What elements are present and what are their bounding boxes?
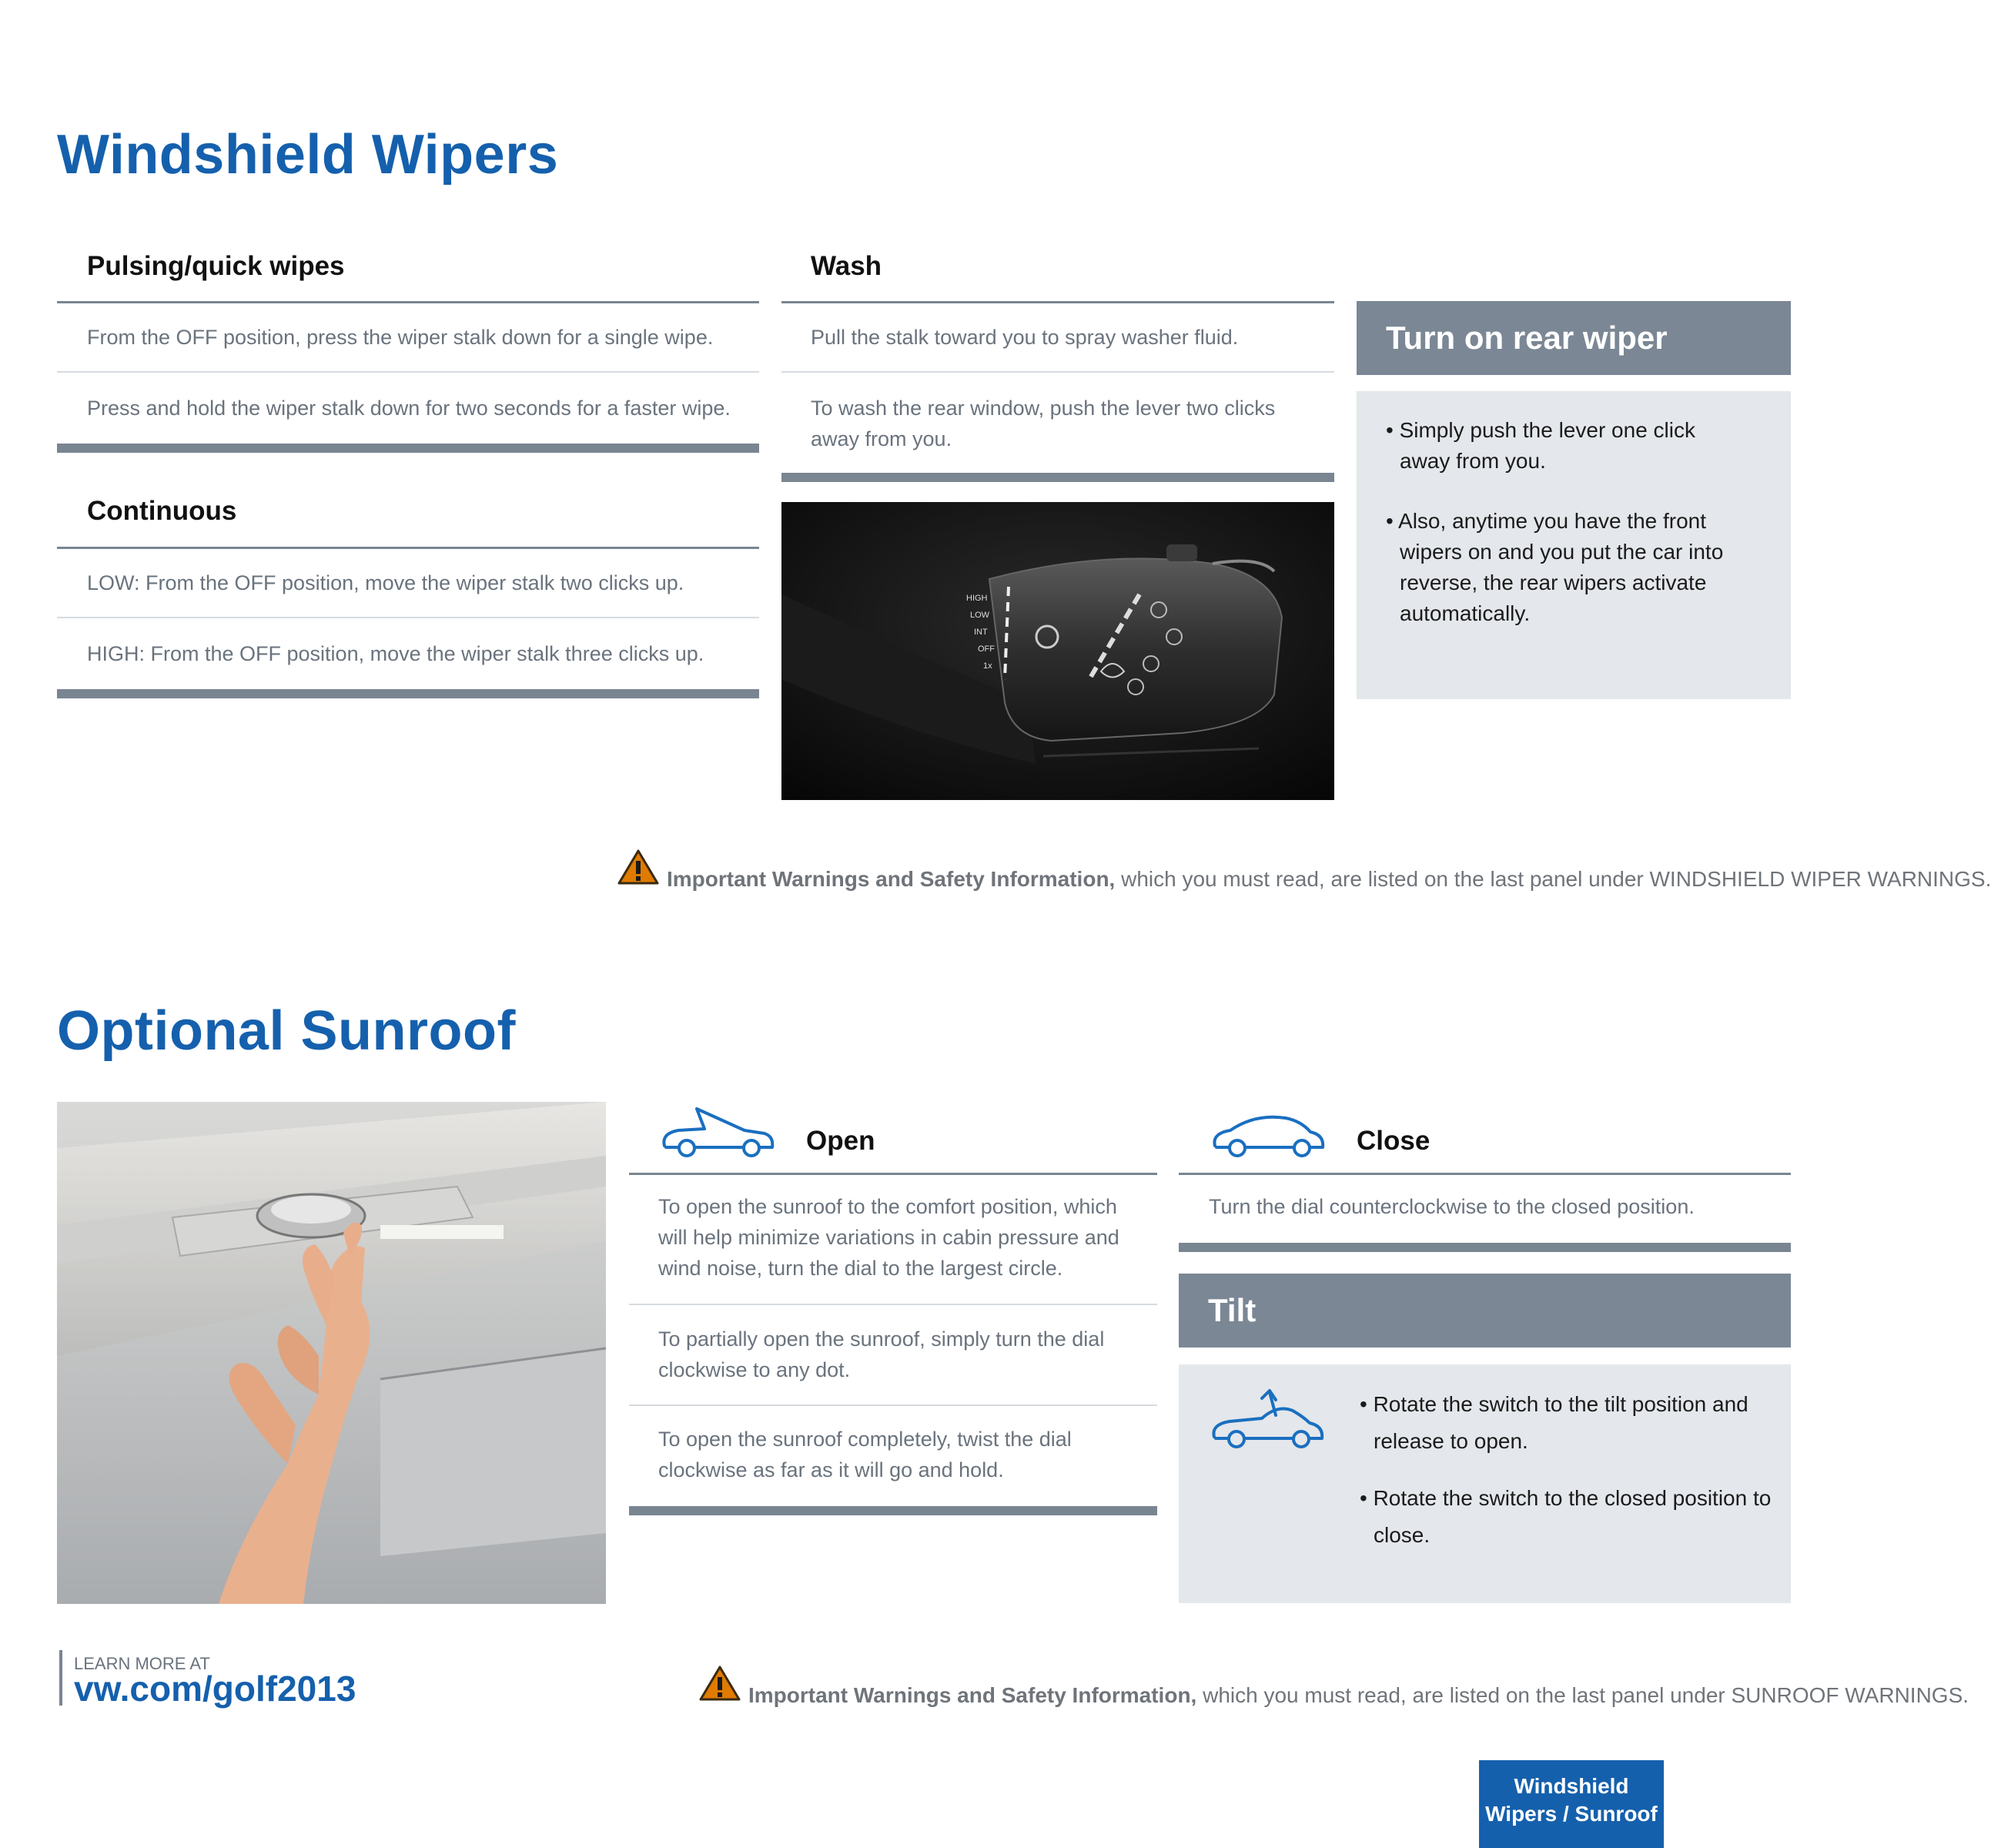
- rear-wiper-bullet-1: • Simply push the lever one click away from you.: [1386, 418, 1695, 473]
- close-end-rule: [1179, 1243, 1791, 1252]
- open-end-rule: [629, 1506, 1157, 1515]
- wiper-stalk-photo: [781, 502, 1334, 800]
- pulsing-end-rule: [57, 444, 759, 453]
- pulsing-rule: [57, 301, 759, 303]
- separator: [57, 371, 759, 373]
- stalk-label: INT: [974, 628, 988, 637]
- rear-wiper-heading: Turn on rear wiper: [1357, 301, 1791, 375]
- separator: [781, 371, 1334, 373]
- stalk-label: HIGH: [966, 594, 988, 603]
- separator: [629, 1404, 1157, 1406]
- warning-text: which you must read, are listed on the last panel under WINDSHIELD WIPER WARNINGS.: [1115, 867, 1991, 891]
- warning-text: which you must read, are listed on the last panel under SUNROOF WARNINGS.: [1196, 1683, 1969, 1707]
- learn-more-bar: [59, 1650, 62, 1706]
- learn-more-link[interactable]: vw.com/golf2013: [74, 1669, 356, 1709]
- continuous-item-low: LOW: From the OFF position, move the wiper stalk two clicks up.: [87, 571, 684, 594]
- pulsing-heading: Pulsing/quick wipes: [87, 251, 345, 281]
- rear-wiper-box: [1357, 391, 1791, 699]
- close-item: Turn the dial counterclockwise to the closed position.: [1209, 1195, 1695, 1218]
- close-rule: [1179, 1173, 1791, 1175]
- warning-bold: Important Warnings and Safety Information,: [748, 1683, 1197, 1707]
- wash-heading: Wash: [811, 251, 882, 281]
- continuous-item-high: HIGH: From the OFF position, move the wiper stalk three clicks up.: [87, 642, 704, 665]
- continuous-rule: [57, 547, 759, 549]
- wash-item-2: To wash the rear window, push the lever two clicks away from you.: [811, 397, 1276, 450]
- wipers-title: Windshield Wipers: [57, 124, 559, 186]
- tilt-bullet-close: • Rotate the switch to the closed position to close.: [1360, 1486, 1772, 1547]
- open-item-full: To open the sunroof completely, twist the dial clockwise as far as it will go and hold.: [658, 1428, 1072, 1481]
- sunroof-title: Optional Sunroof: [57, 1000, 516, 1062]
- wash-item-1: Pull the stalk toward you to spray washer fluid.: [811, 326, 1239, 349]
- stalk-label: 1x: [983, 661, 992, 671]
- close-heading: Close: [1357, 1126, 1431, 1156]
- sunroof-dial-photo: [57, 1102, 606, 1604]
- open-rule: [629, 1173, 1157, 1175]
- open-item-partial: To partially open the sunroof, simply turn the dial clockwise to any dot.: [658, 1327, 1105, 1381]
- wipers-warning: [667, 867, 1991, 892]
- learn-more-label: LEARN MORE AT: [74, 1654, 210, 1673]
- stalk-label: OFF: [978, 644, 995, 654]
- car-open-icon: [658, 1106, 778, 1161]
- pulsing-item-2: Press and hold the wiper stalk down for two seconds for a faster wipe.: [87, 397, 731, 420]
- separator: [629, 1304, 1157, 1305]
- continuous-heading: Continuous: [87, 496, 237, 526]
- tilt-heading: Tilt: [1179, 1274, 1791, 1348]
- separator: [57, 617, 759, 618]
- wash-end-rule: [781, 473, 1334, 482]
- car-closed-icon: [1209, 1113, 1328, 1161]
- continuous-end-rule: [57, 689, 759, 698]
- warning-icon: [699, 1665, 741, 1702]
- open-item-comfort: To open the sunroof to the comfort position, which will help minimize variations in cabin pressure and wind noise, turn the dial to the largest circle.: [658, 1195, 1119, 1280]
- sunroof-warning: [748, 1683, 1969, 1708]
- wash-rule: [781, 301, 1334, 303]
- tilt-box: [1179, 1364, 1791, 1603]
- section-tab-line-1: Windshield: [1514, 1774, 1629, 1798]
- section-tab[interactable]: [1479, 1760, 1664, 1848]
- warning-icon: [617, 849, 659, 886]
- pulsing-item-1: From the OFF position, press the wiper stalk down for a single wipe.: [87, 326, 714, 349]
- tilt-bullet-open: • Rotate the switch to the tilt position and release to open.: [1360, 1392, 1748, 1453]
- stalk-label: LOW: [970, 611, 990, 620]
- warning-bold: Important Warnings and Safety Information,: [667, 867, 1116, 891]
- section-tab-line-2: Wipers / Sunroof: [1485, 1802, 1658, 1826]
- rear-wiper-bullet-2: • Also, anytime you have the front wipers on and you put the car into reverse, the rear wipers activate automatically.: [1386, 509, 1724, 625]
- car-tilt-icon: [1208, 1388, 1327, 1453]
- open-heading: Open: [806, 1126, 875, 1156]
